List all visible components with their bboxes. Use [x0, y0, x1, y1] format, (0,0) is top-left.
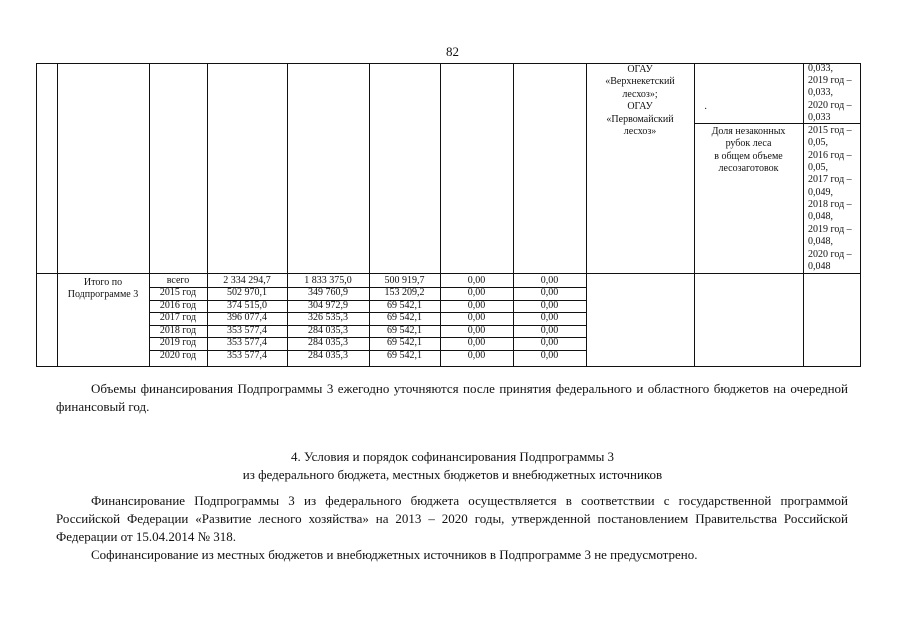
section-title-line-2: из федерального бюджета, местных бюджетов и внебюджетных источников	[242, 467, 663, 482]
totals-cell-federal: 1 833 375,0	[304, 275, 352, 286]
totals-cell-extra: 0,00	[540, 349, 559, 361]
table-bottom-border	[36, 366, 861, 367]
totals-cell-local: 0,00	[467, 312, 486, 324]
totals-cell-regional: 69 542,1	[387, 299, 422, 311]
totals-cell-local: 0,00	[467, 349, 486, 361]
org-cell-line: лесхоз»	[623, 126, 657, 137]
totals-cell-total: 353 577,4	[227, 337, 267, 349]
totals-cell-local: 0,00	[467, 275, 486, 286]
indicator-value-line: 2018 год –	[808, 199, 852, 211]
totals-cell-federal: 349 760,9	[308, 287, 348, 299]
totals-cell-regional: 500 919,7	[384, 275, 425, 286]
indicator-value-line: 2016 год –	[808, 149, 852, 161]
totals-cell-federal: 304 972,9	[308, 299, 348, 311]
totals-cell-period: 2020 год	[159, 349, 197, 361]
totals-cell-extra: 0,00	[540, 312, 559, 324]
totals-cell-total: 396 077,4	[227, 312, 267, 324]
indicator-value-line: 0,048,	[808, 211, 833, 223]
indicator-line: в общем объеме	[714, 150, 783, 162]
indicator-value-line: 2017 год –	[808, 174, 852, 186]
totals-cell-regional: 69 542,1	[387, 337, 422, 349]
prev-values-line: 2020 год –	[808, 99, 852, 111]
indicator-value-line: 2015 год –	[808, 125, 852, 136]
totals-cell-federal: 326 535,3	[308, 312, 348, 324]
org-cell-line: «Первомайский	[606, 113, 674, 125]
totals-cell-period: 2018 год	[159, 324, 197, 336]
totals-cell-regional: 69 542,1	[387, 312, 422, 324]
prev-values-line: 2019 год –	[808, 75, 852, 87]
indicator-value-line: 0,049,	[808, 186, 833, 198]
prev-values-line: 0,033,	[808, 63, 833, 74]
totals-cell-local: 0,00	[467, 287, 486, 299]
totals-cell-total: 374 515,0	[227, 299, 267, 311]
section-title-line-1: 4. Условия и порядок софинансирования Подпрограммы 3	[290, 449, 615, 464]
totals-cell-federal: 284 035,3	[308, 337, 348, 349]
dot-mark: ·	[704, 104, 708, 115]
totals-cell-extra: 0,00	[540, 324, 559, 336]
totals-cell-local: 0,00	[467, 299, 486, 311]
table-row-divider	[36, 273, 861, 274]
indicator-line: рубок леса	[725, 138, 772, 150]
totals-label-line: Итого по	[83, 277, 123, 288]
totals-cell-period: всего	[166, 275, 190, 286]
page-number: 82	[446, 44, 459, 59]
indicator-line: лесозаготовок	[718, 163, 779, 175]
indicator-line: Доля незаконных	[711, 126, 786, 137]
totals-cell-regional: 69 542,1	[387, 349, 422, 361]
table-top-border	[36, 63, 861, 64]
indicator-value-line: 0,048,	[808, 236, 833, 248]
indicator-value-line: 2020 год –	[808, 248, 852, 260]
org-cell-line: ОГАУ	[627, 101, 653, 113]
indicator-value-line: 0,05,	[808, 137, 828, 149]
totals-label-line: Подпрограмме 3	[67, 289, 139, 301]
totals-cell-local: 0,00	[467, 324, 486, 336]
totals-cell-total: 2 334 294,7	[223, 275, 271, 286]
totals-cell-total: 502 970,1	[227, 287, 267, 299]
totals-cell-regional: 69 542,1	[387, 324, 422, 336]
totals-cell-federal: 284 035,3	[308, 324, 348, 336]
totals-cell-period: 2019 год	[159, 337, 197, 349]
totals-cell-period: 2017 год	[159, 312, 197, 324]
org-cell-line: лесхоз»;	[622, 88, 658, 100]
indicator-value-line: 0,05,	[808, 162, 828, 174]
prev-values-line: 0,033	[808, 111, 831, 123]
totals-cell-extra: 0,00	[540, 337, 559, 349]
totals-cell-period: 2015 год	[159, 287, 197, 299]
totals-cell-local: 0,00	[467, 337, 486, 349]
table-vline	[803, 63, 804, 366]
totals-cell-extra: 0,00	[540, 275, 559, 286]
org-cell-line: «Верхнекетский	[605, 76, 675, 88]
totals-cell-total: 353 577,4	[227, 324, 267, 336]
totals-cell-extra: 0,00	[540, 287, 559, 299]
table-vline	[694, 63, 695, 366]
funding-note-paragraph: Объемы финансирования Подпрограммы 3 ежегодно уточняются после принятия федерального и областного бюджетов на очередной финансовый год.	[56, 381, 848, 414]
totals-cell-extra: 0,00	[540, 299, 559, 311]
table-vline	[57, 63, 58, 366]
org-cell-line: ОГАУ	[627, 64, 653, 75]
table-vline	[36, 63, 37, 366]
totals-cell-period: 2016 год	[159, 299, 197, 311]
indicator-value-line: 2019 год –	[808, 223, 852, 235]
no-cofinancing-paragraph: Софинансирование из местных бюджетов и внебюджетных источников в Подпрограмме 3 не предусмотрено.	[91, 547, 698, 562]
totals-cell-total: 353 577,4	[227, 349, 267, 361]
cofinancing-paragraph: Финансирование Подпрограммы 3 из федерального бюджета осуществляется в соответствии с государственной программой Российской Федерации «Развитие лесного хозяйства» на 2013 – 2020 годы, утвержденной постановлением Правительства Российской Федерации от 15.04.2014 № 318.	[56, 493, 848, 544]
indicator-value-line: 0,048	[808, 260, 831, 272]
totals-cell-regional: 153 209,2	[384, 287, 425, 299]
prev-values-line: 0,033,	[808, 87, 833, 99]
totals-cell-federal: 284 035,3	[308, 349, 348, 361]
